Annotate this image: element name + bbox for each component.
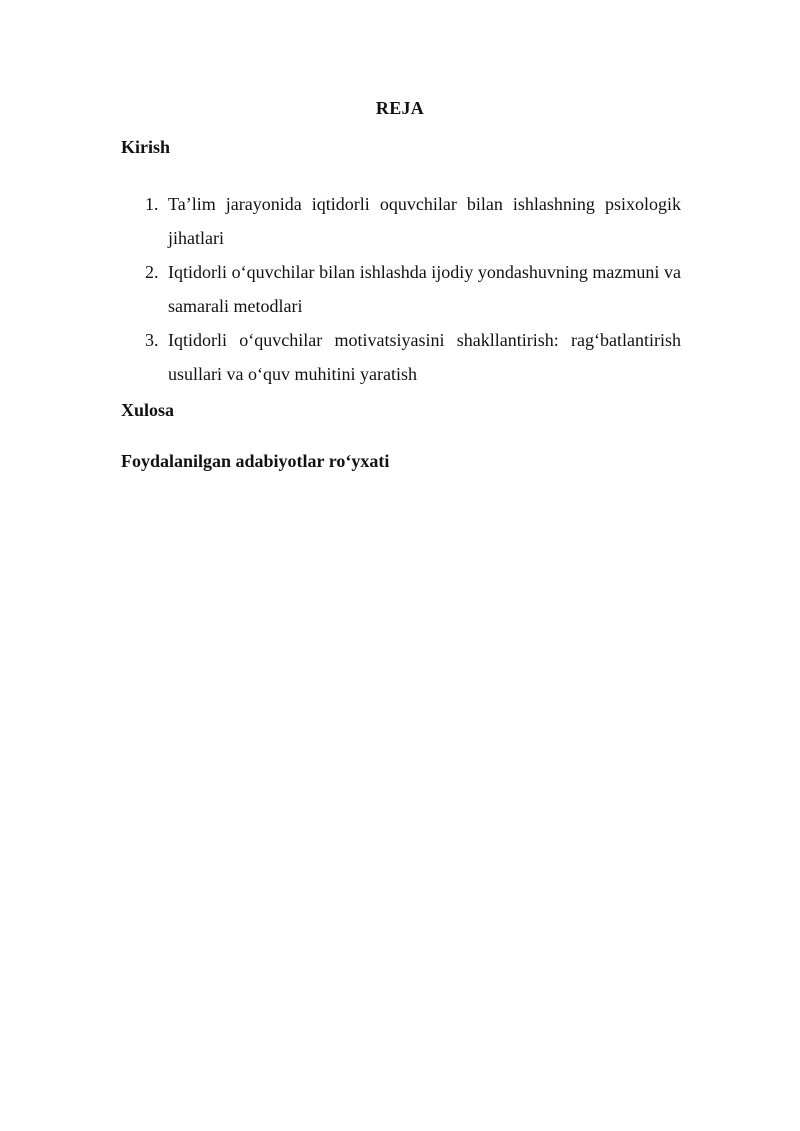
- plan-title: REJA: [375, 98, 425, 118]
- intro-heading: Kirish: [121, 137, 171, 157]
- plan-item-text: Iqtidorli o‘quvchilar motivatsiyasini shakllantirish: rag‘batlantirish usullari va o‘quv muhitini yaratish: [168, 330, 681, 384]
- plan-item-number: 1.: [145, 194, 159, 214]
- plan-item-number: 3.: [145, 330, 159, 350]
- plan-item-2: [0, 255, 800, 323]
- plan-list: [0, 187, 800, 391]
- plan-item-3: [0, 323, 800, 391]
- plan-item-text: Iqtidorli o‘quvchilar bilan ishlashda ijodiy yondashuvning mazmuni va samarali metodlari: [168, 262, 681, 316]
- plan-item-number: 2.: [145, 262, 159, 282]
- plan-item-1: [0, 187, 800, 255]
- references-heading: Foydalanilgan adabiyotlar ro‘yxati: [121, 451, 390, 471]
- plan-item-text: Ta’lim jarayonida iqtidorli oquvchilar bilan ishlashning psixologik jihatlari: [168, 194, 681, 248]
- conclusion-heading: Xulosa: [121, 400, 175, 420]
